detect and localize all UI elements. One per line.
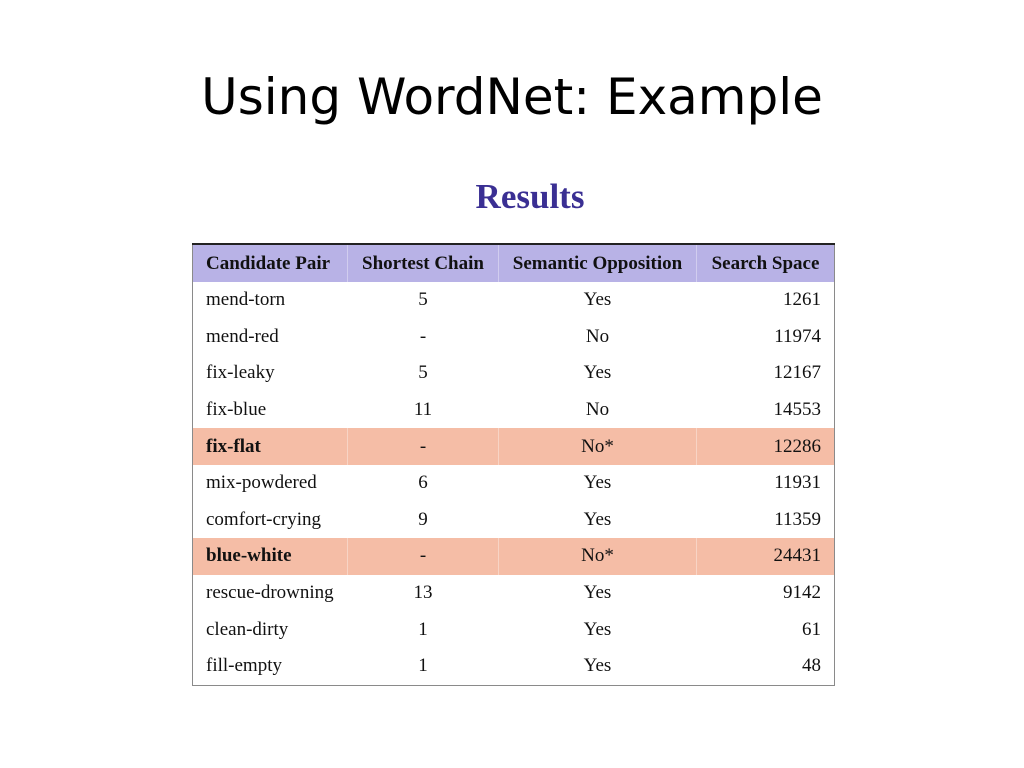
semantic-opposition-cell: No — [585, 325, 610, 347]
results-heading: Results — [475, 177, 585, 216]
search-space-cell: 11931 — [774, 472, 821, 494]
column-header-candidate-pair: Candidate Pair — [193, 244, 348, 282]
semantic-opposition-cell: Yes — [583, 582, 612, 604]
search-space-cell: 14553 — [773, 399, 821, 421]
results-table-body — [193, 282, 835, 685]
table-row — [193, 465, 835, 502]
column-header-shortest-chain: Shortest Chain — [348, 244, 499, 282]
shortest-chain-cell: - — [419, 325, 427, 347]
table-row — [193, 575, 835, 612]
table-row — [193, 611, 835, 648]
search-space-cell: 9142 — [783, 582, 821, 604]
table-row — [193, 319, 835, 356]
shortest-chain-cell: 11 — [413, 399, 433, 421]
candidate-pair-cell: mend-red — [206, 325, 279, 347]
shortest-chain-cell: 9 — [418, 508, 428, 530]
table-row — [193, 502, 835, 539]
candidate-pair-cell: rescue-drowning — [206, 582, 334, 604]
table-row — [193, 282, 835, 319]
table-header-row — [193, 244, 835, 282]
semantic-opposition-cell: Yes — [583, 655, 612, 677]
shortest-chain-cell: - — [348, 428, 499, 465]
candidate-pair-cell: clean-dirty — [206, 618, 289, 640]
shortest-chain-cell: 1 — [418, 618, 428, 640]
slide-title: Using WordNet: Example — [201, 68, 823, 126]
candidate-pair-cell: blue-white — [193, 538, 348, 575]
search-space-cell: 11359 — [774, 508, 821, 530]
semantic-opposition-cell: No* — [499, 538, 697, 575]
table-row — [193, 392, 835, 429]
search-space-cell: 61 — [802, 618, 821, 640]
table-row — [193, 428, 835, 465]
shortest-chain-cell: 13 — [413, 582, 433, 604]
search-space-cell: 1261 — [783, 289, 821, 311]
candidate-pair-cell: fix-leaky — [206, 362, 275, 384]
candidate-pair-cell: fix-flat — [193, 428, 348, 465]
candidate-pair-cell: mend-torn — [206, 289, 286, 311]
semantic-opposition-cell: Yes — [583, 618, 612, 640]
candidate-pair-cell: fix-blue — [206, 399, 267, 421]
search-space-cell: 48 — [802, 655, 821, 677]
search-space-cell: 12286 — [697, 428, 835, 465]
column-header-search-space: Search Space — [697, 244, 835, 282]
column-header-semantic-opposition: Semantic Opposition — [499, 244, 697, 282]
table-row — [193, 355, 835, 392]
shortest-chain-cell: - — [348, 538, 499, 575]
shortest-chain-cell: 6 — [418, 472, 428, 494]
candidate-pair-cell: mix-powdered — [206, 472, 317, 494]
table-row — [193, 648, 835, 685]
shortest-chain-cell: 5 — [418, 362, 428, 384]
results-table — [192, 243, 835, 686]
candidate-pair-cell: comfort-crying — [206, 508, 322, 530]
candidate-pair-cell: fill-empty — [206, 655, 282, 677]
search-space-cell: 11974 — [774, 325, 821, 347]
table-row — [193, 538, 835, 575]
shortest-chain-cell: 1 — [418, 655, 428, 677]
semantic-opposition-cell: No — [585, 399, 610, 421]
shortest-chain-cell: 5 — [418, 289, 428, 311]
semantic-opposition-cell: No* — [499, 428, 697, 465]
search-space-cell: 24431 — [697, 538, 835, 575]
search-space-cell: 12167 — [773, 362, 821, 384]
semantic-opposition-cell: Yes — [583, 289, 612, 311]
semantic-opposition-cell: Yes — [583, 508, 612, 530]
semantic-opposition-cell: Yes — [583, 472, 612, 494]
semantic-opposition-cell: Yes — [583, 362, 612, 384]
